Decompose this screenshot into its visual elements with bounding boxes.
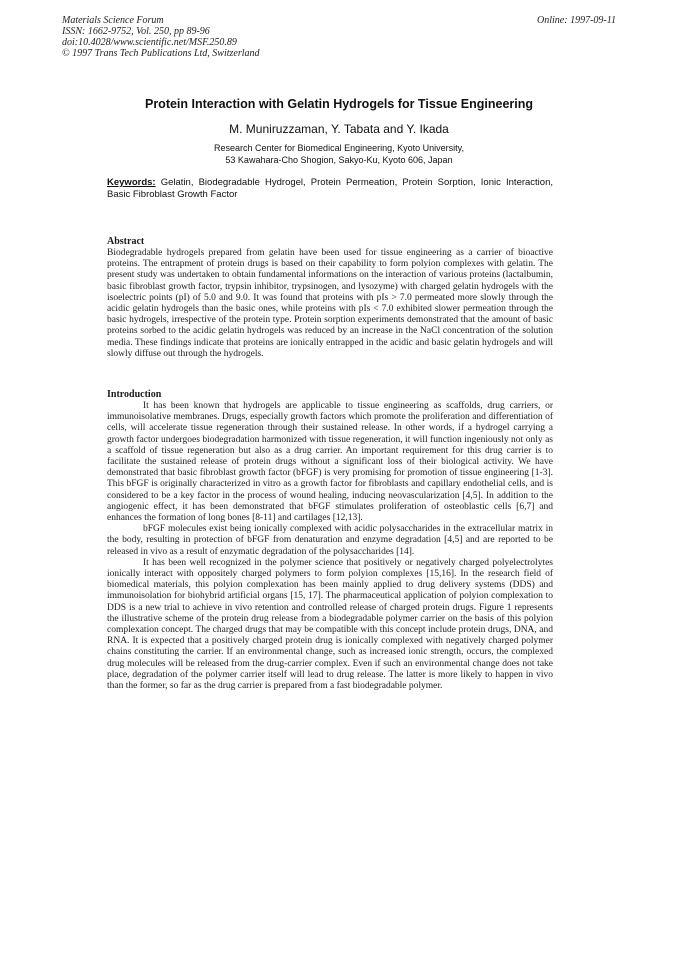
introduction-paragraph-3: It has been well recognized in the polymer science that positively or negatively charged polyelectrolytes ionically interact with oppositely charged polymers to form polyion complexes [15,16]. In the research field of biomedical materials, this polyion complexation has been mainly applied to drug delivery systems (DDS) and immunoisolation for biohybrid artificial organs [15, 17]. The pharmaceutical application of polyion complexation to DDS is a new trial to achieve in vivo retention and controlled release of charged protein drugs. Figure 1 represents the illustrative scheme of the protein drug release from a biodegradable polymer carrier on the basis of this polyion complexation concept. The charged drugs that may be compatible with this concept include protein drugs, DNA, and RNA. It is expected that a positively charged protein drug is ionically complexed with negatively charged polymer chains constituting the carrier. If an environmental change, such as increased ionic strength, occurs, the complexed drug molecules will be released from the drug-carrier complex. Even if such an environmental change does not take place, degradation of the polymer carrier itself will lead to drug release. The latter is more likely to happen in vivo than the former, so far as the drug carrier is prepared from a fast biodegradable polymer. <box>107 557 553 692</box>
keywords-label: Keywords: <box>107 177 156 188</box>
introduction-paragraph-2: bFGF molecules exist being ionically complexed with acidic polysaccharides in the extracellular matrix in the body, resulting in protection of bFGF from denaturation and enzyme degradation [4,5] and are reported to be released in vivo as a result of enzymatic degradation of the polysaccharides [14]. <box>107 524 553 557</box>
journal-name: Materials Science Forum <box>62 15 164 26</box>
abstract-text: Biodegradable hydrogels prepared from gelatin have been used for tissue engineering as a carrier of bioactive proteins. The entrapment of protein drugs is based on their capability to form polyion complexes with gelatin. The present study was undertaken to obtain fundamental informations on the interaction of various proteins (lactalbumin, basic fibroblast growth factor, trypsin inhibitor, trypsinogen, and lysozyme) with charged gelatin hydrogels with the isoelectric points (pI) of 5.0 and 9.0. It was found that proteins with pIs > 7.0 permeated more slowly through the acidic gelatin hydrogels than the basic ones, while proteins with pIs < 7.0 exhibited slower permeation through the basic hydrogels, irrespective of the protein type. Protein sorption experiments demonstrated that the amount of basic proteins sorbed to the acidic gelatin hydrogels was reduced by an increase in the NaCl concentration of the solution media. These findings indicate that proteins are ionically entrapped in the acidic and basic gelatin hydrogels and will slowly diffuse out through the hydrogels. <box>107 248 553 359</box>
paper-title: Protein Interaction with Gelatin Hydrogels for Tissue Engineering <box>144 97 534 111</box>
journal-header <box>62 15 260 59</box>
paper-authors: M. Muniruzzaman, Y. Tabata and Y. Ikada <box>229 122 449 136</box>
affiliation-line-1: Research Center for Biomedical Engineering, Kyoto University, <box>214 143 464 153</box>
abstract-heading: Abstract <box>107 236 145 247</box>
abstract-section <box>107 236 553 360</box>
keywords-text: Gelatin, Biodegradable Hydrogel, Protein Permeation, Protein Sorption, Ionic Interaction, Basic Fibroblast Growth Factor <box>107 177 554 200</box>
keywords <box>107 177 553 201</box>
introduction-paragraph-1: It has been known that hydrogels are applicable to tissue engineering as scaffolds, drug carriers, or immunoisolative membranes. Drugs, especially growth factors which promote the proliferation and differentiation of cells, will accelerate tissue regeneration through their sustained release. In other words, if a hydrogel carrying a growth factor undergoes biodegradation harmonized with tissue regeneration, it will function ingeniously not only as a scaffold of tissue regeneration but also as a drug carrier. An important requirement for this drug carrier is to facilitate the sustained release of protein drugs without a significant loss of their biological activity. We have demonstrated that basic fibroblast growth factor (bFGF) is very promising for promotion of tissue engineering [1-3]. This bFGF is originally characterized in vitro as a growth factor for fibroblasts and capillary endothelial cells, and is considered to be a key factor in the process of wound healing, inducing neovascularization [4,5]. In addition to the angiogenic effect, it has been demonstrated that bFGF stimulates proliferation of osteoblastic cells [6,7] and enhances the formation of long bones [8-11] and cartilages [12,13]. <box>107 401 553 524</box>
affiliation-line-2: 53 Kawahara-Cho Shogion, Sakyo-Ku, Kyoto 606, Japan <box>225 155 453 165</box>
online-date: Online: 1997-09-11 <box>537 15 616 26</box>
copyright-line: © 1997 Trans Tech Publications Ltd, Switzerland <box>62 48 260 59</box>
doi-link[interactable]: doi:10.4028/www.scientific.net/MSF.250.89 <box>62 37 237 48</box>
introduction-section <box>107 389 553 692</box>
introduction-heading: Introduction <box>107 389 162 400</box>
issn-line: ISSN: 1662-9752, Vol. 250, pp 89-96 <box>62 26 210 37</box>
affiliation <box>0 142 678 166</box>
